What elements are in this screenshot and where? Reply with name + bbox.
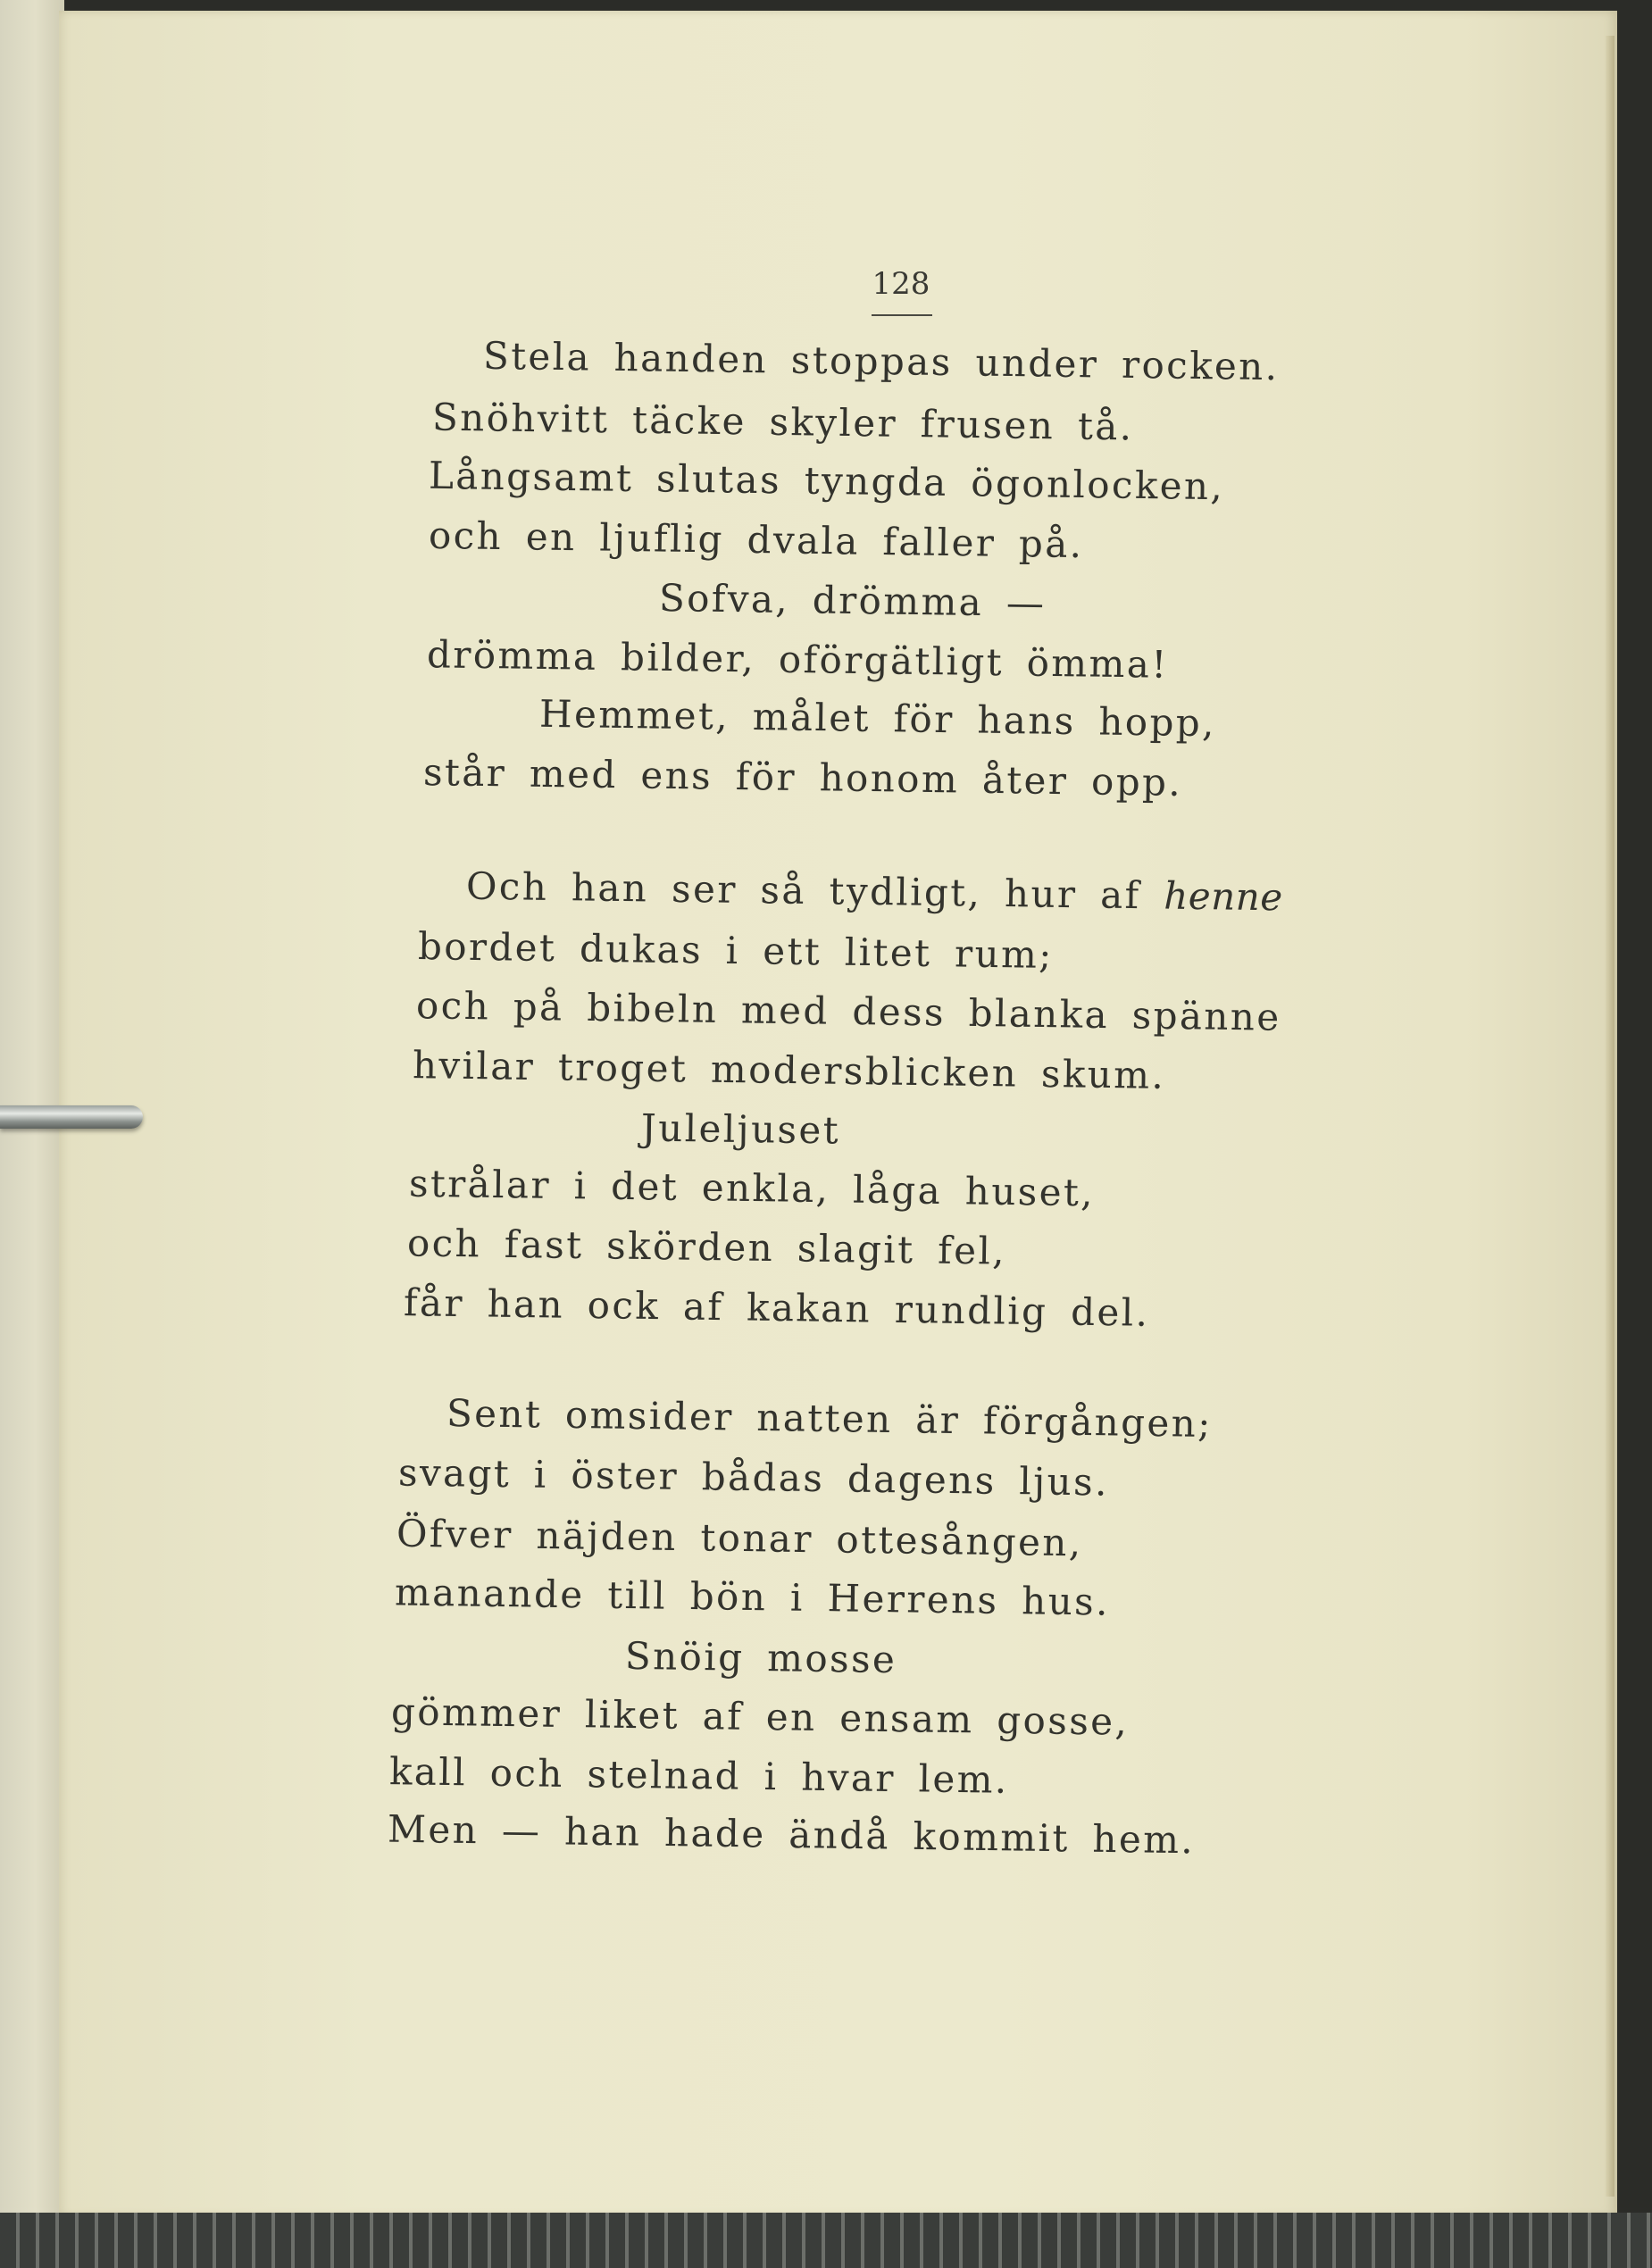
page-edge bbox=[1606, 36, 1614, 2197]
emphasized-word: henne bbox=[1163, 873, 1284, 920]
poem-line: Juleljuset bbox=[640, 1105, 841, 1153]
poem-line: Långsamt slutas tyngda ögonlocken, bbox=[428, 453, 1225, 509]
binding-strip bbox=[0, 0, 64, 2268]
poem-line: hvilar troget modersblicken skum. bbox=[412, 1043, 1166, 1097]
page-number: 128 bbox=[872, 266, 930, 302]
poem-line: Sent omsider natten är förgången; bbox=[446, 1391, 1214, 1446]
poem-line-text: Och han ser så tydligt, hur af bbox=[465, 863, 1141, 918]
poem-line: manande till bön i Herrens hus. bbox=[394, 1570, 1111, 1624]
poem-line: svagt i öster bådas dagens ljus. bbox=[397, 1450, 1110, 1505]
poem-line: drömma bilder, oförgätligt ömma! bbox=[426, 632, 1169, 687]
poem-line: får han ock af kakan rundlig del. bbox=[403, 1280, 1150, 1335]
poem-line: och en ljuflig dvala faller på. bbox=[428, 513, 1084, 567]
poem-line: gömmer liket af en ensam gosse, bbox=[390, 1689, 1130, 1744]
page-number-rule bbox=[872, 314, 932, 316]
poem-line: Snöhvitt täcke skyler frusen tå. bbox=[431, 395, 1134, 449]
poem-line: och på bibeln med dess blanka spänne bbox=[415, 983, 1281, 1039]
poem-line: och fast skörden slagit fel, bbox=[406, 1221, 1007, 1273]
poem-line: bordet dukas i ett litet rum; bbox=[417, 924, 1055, 977]
poem-line: Snöig mosse bbox=[624, 1633, 897, 1682]
poem-line: strålar i det enkla, låga huset, bbox=[408, 1161, 1096, 1215]
background-surface bbox=[0, 2213, 1652, 2268]
poem-line: Stela handen stoppas under rocken. bbox=[482, 333, 1280, 389]
poem-line: Men — han hade ändå kommit hem. bbox=[387, 1806, 1196, 1863]
poem-line: står med ens för honom åter opp. bbox=[422, 750, 1183, 805]
page-clip bbox=[0, 1105, 143, 1129]
poem-line: kall och stelnad i hvar lem. bbox=[388, 1749, 1009, 1802]
poem-line: Sofva, drömma — bbox=[658, 575, 1047, 626]
poem-line: Öfver näjden tonar ottesången, bbox=[396, 1511, 1083, 1565]
poem-line: Hemmet, målet för hans hopp, bbox=[538, 691, 1217, 746]
